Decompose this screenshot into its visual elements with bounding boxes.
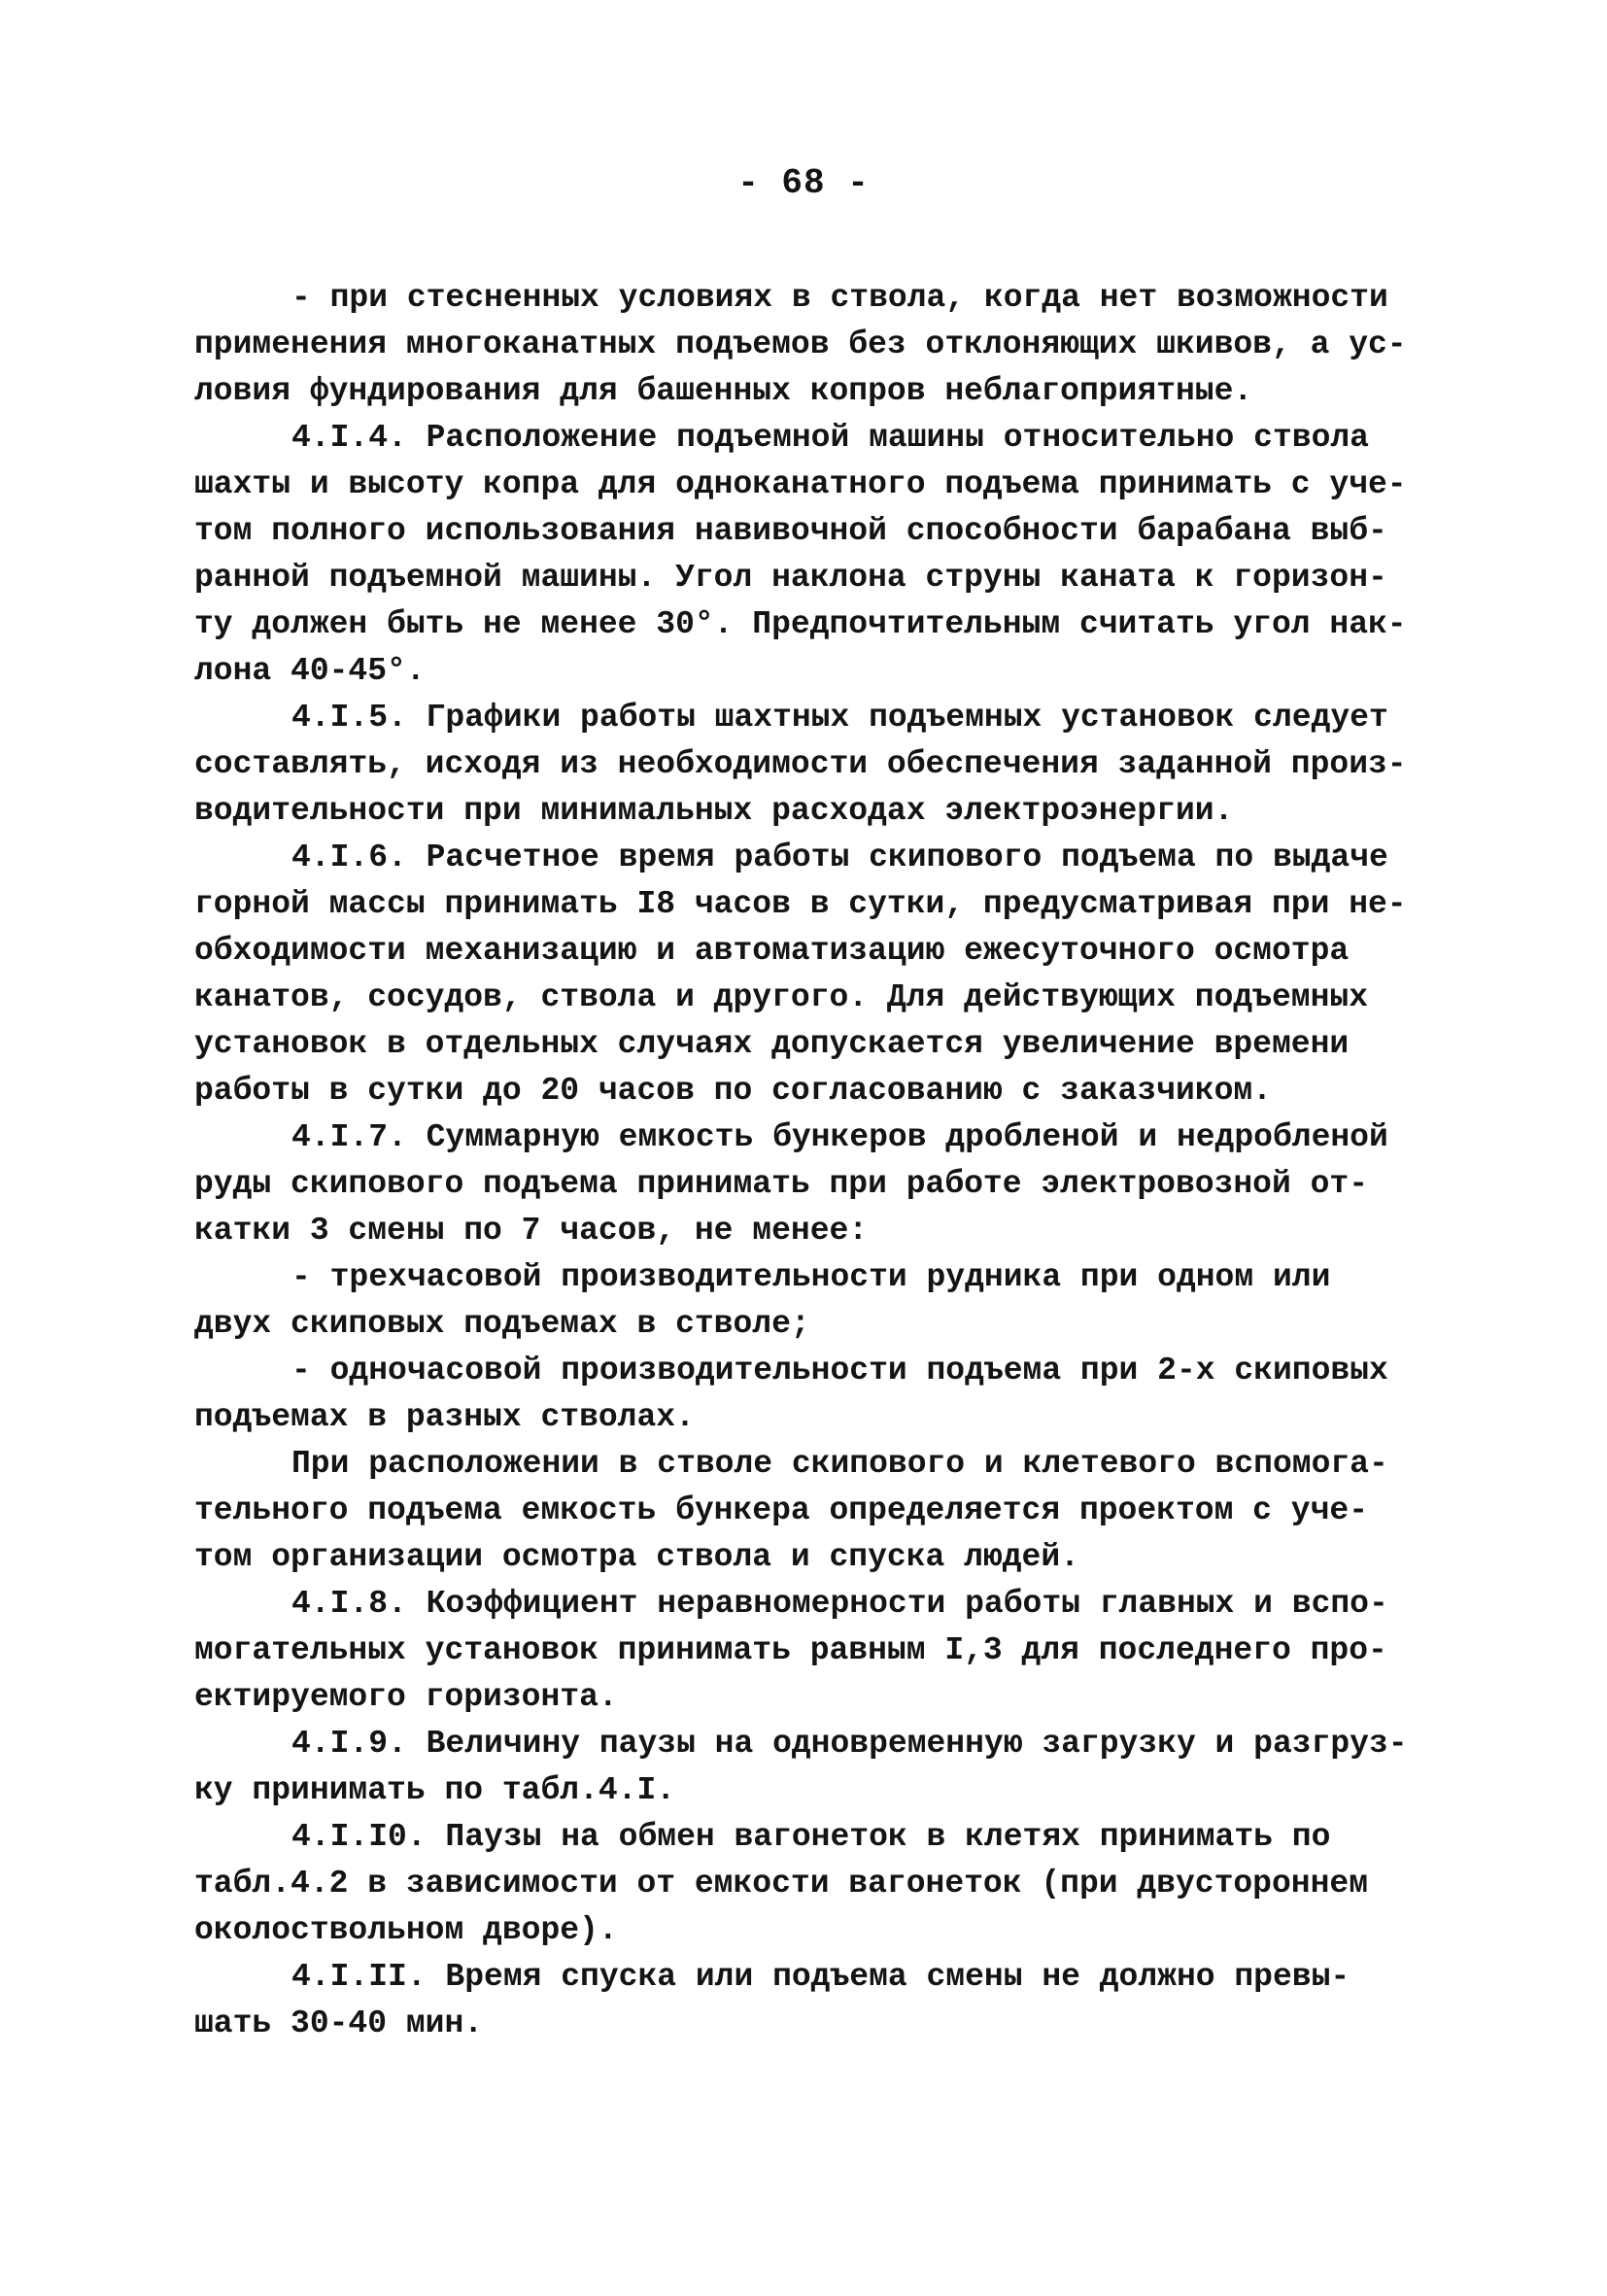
text-line: применения многоканатных подъемов без отклоняющих шкивов, а ус- <box>194 326 1407 362</box>
text-line: ку принимать по табл.4.I. <box>194 1772 676 1808</box>
text-line: могательных установок принимать равным I,3 для последнего про- <box>194 1632 1387 1668</box>
text-line: ту должен быть не менее 30°. Предпочтительным считать угол нак- <box>194 606 1407 642</box>
text-line: водительности при минимальных расходах электроэнергии. <box>194 793 1234 829</box>
text-line: тельного подъема емкость бункера определяется проектом с уче- <box>194 1492 1368 1528</box>
text-line: составлять, исходя из необходимости обеспечения заданной произ- <box>194 746 1407 782</box>
text-line: том полного использования навивочной способности барабана выб- <box>194 513 1387 549</box>
text-line: табл.4.2 в зависимости от емкости вагонеток (при двустороннем <box>194 1866 1368 1902</box>
text-line: руды скипового подъема принимать при работе электровозной от- <box>194 1166 1368 1202</box>
text-line: - трехчасовой производительности рудника при одном или <box>291 1259 1331 1295</box>
text-line: 4.I.7. Суммарную емкость бункеров дробленой и недробленой <box>291 1119 1388 1155</box>
text-line: горной массы принимать I8 часов в сутки, предусматривая при не- <box>194 886 1407 922</box>
text-line: ранной подъемной машины. Угол наклона струны каната к горизон- <box>194 560 1387 596</box>
text-line: При расположении в стволе скипового и клетевого вспомога- <box>291 1446 1388 1482</box>
document-body <box>194 275 1420 2047</box>
text-line: двух скиповых подъемах в стволе; <box>194 1306 810 1342</box>
text-line: том организации осмотра ствола и спуска людей. <box>194 1539 1079 1575</box>
text-line: шать 30-40 мин. <box>194 2005 484 2041</box>
text-line: ектируемого горизонта. <box>194 1679 618 1715</box>
text-line: 4.I.5. Графики работы шахтных подъемных установок следует <box>291 700 1388 736</box>
text-line: канатов, сосудов, ствола и другого. Для действующих подъемных <box>194 979 1368 1015</box>
text-line: 4.I.9. Величину паузы на одновременную загрузку и разгруз- <box>291 1726 1408 1762</box>
text-line: шахты и высоту копра для одноканатного подъема принимать с уче- <box>194 466 1407 502</box>
text-line: 4.I.II. Время спуска или подъема смены не должно превы- <box>291 1959 1351 1995</box>
text-line: 4.I.I0. Паузы на обмен вагонеток в клетях принимать по <box>291 1819 1331 1855</box>
page-number: - 68 - <box>737 163 870 203</box>
text-line: 4.I.4. Расположение подъемной машины относительно ствола <box>291 420 1369 456</box>
text-line: - одночасовой производительности подъема при 2-х скиповых <box>291 1353 1388 1388</box>
text-line: обходимости механизацию и автоматизацию ежесуточного осмотра <box>194 933 1350 969</box>
text-line: работы в сутки до 20 часов по согласованию с заказчиком. <box>194 1073 1272 1109</box>
text-line: подъемах в разных стволах. <box>194 1399 695 1435</box>
text-line: катки 3 смены по 7 часов, не менее: <box>194 1213 869 1249</box>
text-line: лона 40-45°. <box>194 653 426 689</box>
text-line: 4.I.8. Коэффициент неравномерности работы главных и вспо- <box>291 1586 1388 1622</box>
text-line: - при стесненных условиях в ствола, когда нет возможности <box>291 280 1388 316</box>
text-line: 4.I.6. Расчетное время работы скипового подъема по выдаче <box>291 840 1388 875</box>
text-line: околоствольном дворе). <box>194 1912 618 1948</box>
text-line: установок в отдельных случаях допускается увеличение времени <box>194 1026 1350 1062</box>
text-line: ловия фундирования для башенных копров неблагоприятные. <box>194 373 1253 409</box>
